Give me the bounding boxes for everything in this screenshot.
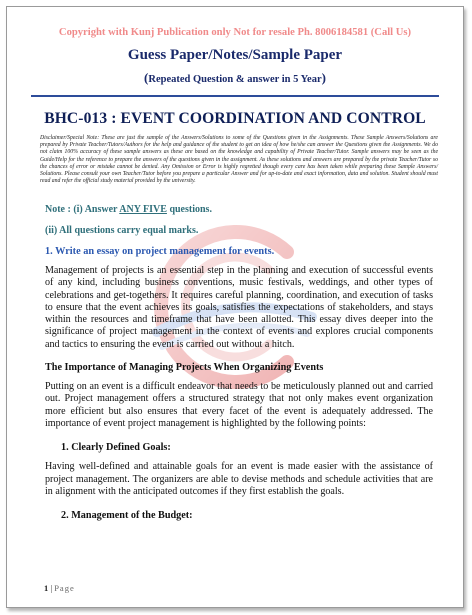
subtitle-close-paren: ) — [321, 70, 326, 85]
point-heading-2: 2. Management of the Budget: — [61, 510, 193, 522]
main-content — [45, 203, 433, 522]
note-instruction-2: (ii) All questions carry equal marks. — [45, 225, 199, 236]
question-heading: 1. Write an essay on project management for events. — [45, 246, 275, 257]
page-number: 1 — [44, 583, 49, 593]
note1-suffix: questions. — [166, 204, 212, 215]
point-heading-1: 1. Clearly Defined Goals: — [61, 442, 171, 454]
document-page — [6, 6, 464, 608]
header-divider — [31, 95, 439, 97]
page-footer — [44, 583, 75, 593]
subtitle-text: Repeated Question & answer in 5 Year — [148, 74, 322, 85]
disclaimer-text: Disclaimer/Special Note: These are just the sample of the Answers/Solutions to some of the Questions given in the Assignments. These Sample Answers/Solutions are prepared by Private Teacher/Tutors/Authors for the help and guidance of the student to get an idea of how he/she can answer the Questions given the Assignments. We do not claim 100% accuracy of these sample answers as these are based on the knowledge and capability of Private Teacher/Tutor. Sample answers may be seen as the Guide/Help for the reference to prepare the answers of the questions given in the assignment. As these solutions and answers are prepared by the private Teacher/Tutor so the chances of error or mistake cannot be denied. Any Omission or Error is highly regretted though every care has been taken while preparing these Sample Answers/ Solutions. Please consult your own Teacher/Tutor before you prepare a particular Answer and for up-to-date and exact information, data and solution. Student should must read and refer the official study material provided by the university. — [40, 135, 438, 185]
document-title: Guess Paper/Notes/Sample Paper — [127, 47, 343, 63]
document-subtitle — [7, 70, 463, 86]
copyright-line: Copyright with Kunj Publication only Not for resale Ph. 8006184581 (Call Us) — [58, 27, 412, 38]
footer-separator: | — [48, 583, 55, 593]
paragraph-introduction: Management of projects is an essential step in the planning and execution of successful events of any kind, including business conventions, music festivals, weddings, and other types of celebrations and get-togethers. It requires careful planning, coordination, and execution of tasks to ensure that the event achieves its goals, satisfies the expectations of stakeholders, and stays within the resources and timeframe that have been allotted. This essay dives deeper into the significance of project management in the context of events and explores crucial components and tactics to ensuring the event is carried out without a hitch. — [45, 265, 433, 350]
paragraph-goals: Having well-defined and attainable goals for an event is made easier with the assistance of project management. The organizers are able to devise methods and schedule activities that are in alignment with the anticipated outcomes if they first establish the goals. — [45, 461, 433, 497]
section-heading: The Importance of Managing Projects When Organizing Events — [45, 362, 324, 374]
subtitle-open-paren: ( — [144, 70, 149, 85]
course-title: BHC-013 : EVENT COORDINATION AND CONTROL — [44, 110, 426, 127]
paragraph-importance: Putting on an event is a difficult endeavor that needs to be meticulously planned out and carried out. Project management offers a structured strategy that not only makes event organization more efficient but also ensures that every facet of the event is adequately addressed. The importance of event project management is highlighted by the following points: — [45, 381, 433, 429]
note1-underlined: ANY FIVE — [119, 204, 167, 215]
footer-page-word: Page — [54, 583, 75, 593]
note1-prefix: Note : (i) Answer — [45, 204, 120, 215]
note-instruction-1 — [45, 203, 433, 216]
